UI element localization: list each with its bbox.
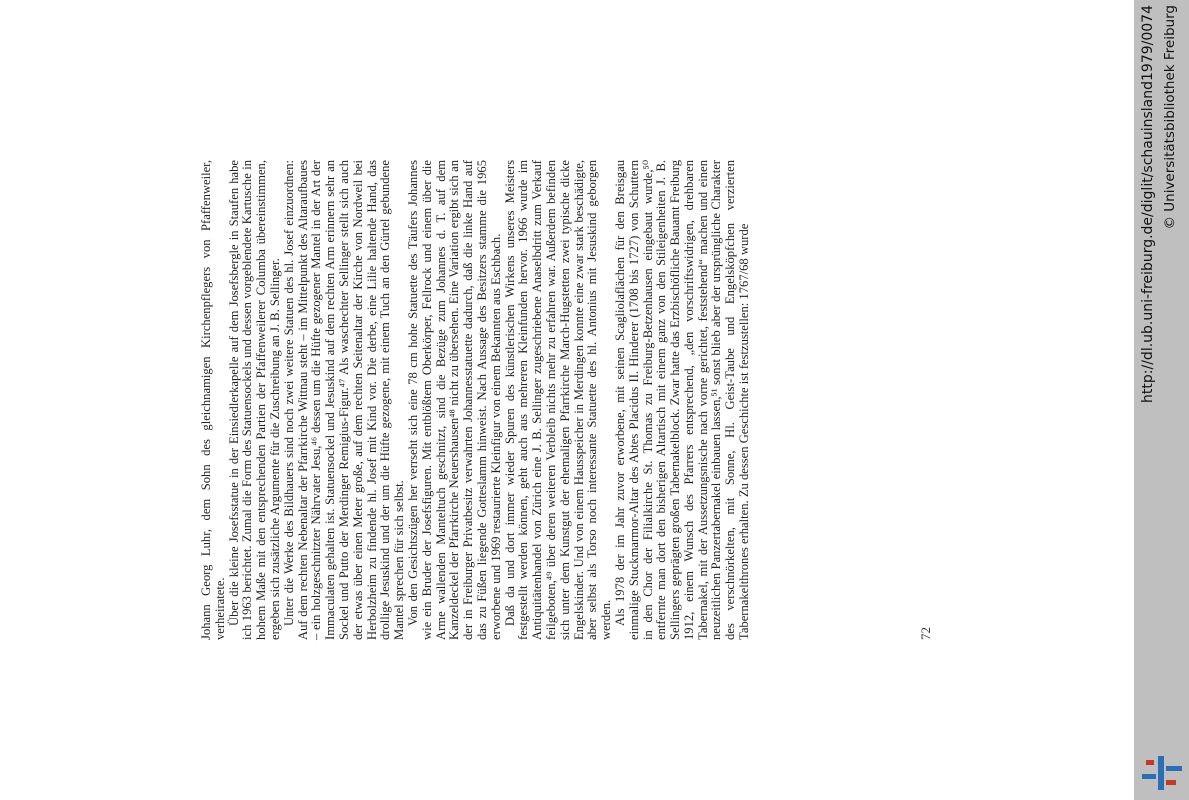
library-sidebar — [1134, 0, 1189, 800]
paragraph-5: Daß da und dort immer wieder Spuren des künstlerischen Wirkens unseres Meisters festgestellt werden können, geht auch aus mehreren Kleinfunden hervor. 1966 wurde im Antiquitätenhandel von Zürich eine J. B. Sellinger zugeschriebene Anaselbdritt zum Verkauf feilgeboten,⁴⁹ über deren weiteren Verbleib nichts mehr zu erfahren war. Außerdem befinden sich unter dem Kunstgut der ehemaligen Pfarrkirche March-Hugstetten zwei typische dicke Engelskinder. Und von einem Hausspeicher in Merdingen konnte eine zwar stark beschädigte, aber selbst als Torso noch interessante Statuette des hl. Antonius mit Jesuskind geborgen werden. — [502, 160, 614, 640]
paragraph-3: Unter die Werke des Bildhauers sind noch zwei weitere Statuen des hl. Josef einzuordnen: Auf dem rechten Nebenaltar der Pfarrkirche Wittnau steht – im Mittelpunkt des Altaraufbaues – ein holzgeschnitzter Nährvater Jesu,⁴⁶ dessen um die Hüfte gezogener Mantel in der Art der Immaculaten gehalten ist. Statuensockel und Jesuskind auf dem rechten Arm erinnern sehr an Sockel und Putto der Merdinger Remigius-Figur.⁴⁷ Als waschechter Sellinger stellt sich auch der etwas über einen Meter große, auf dem rechten Seitenaltar der Kirche von Nordweil bei Herbolzheim zu findende hl. Josef mit Kind vor. Die derbe, eine Lilie haltende Hand, das drollige Jesuskind und der um die Hüfte gezogene, mit einem Tuch an den Gürtel gebundene Mantel sprechen für sich selbst. — [281, 160, 407, 640]
source-url-link[interactable]: http://dl.ub.uni-freiburg.de/diglit/schauinsland1979/0074 — [1140, 5, 1156, 403]
paragraph-1: Johann Georg Luhr, dem Sohn des gleichnamigen Kirchenpflegers von Pfaffenweiler, verheiratete. — [199, 160, 227, 640]
body-text — [200, 160, 752, 640]
paragraph-6: Als 1978 der im Jahr zuvor erworbene, mit seinen Scagliolaflächen für den Breisgau einmalige Stuckmarmor-Altar des Abtes Placidus II. Hinderer (1708 bis 1727) von Schuttern in den Chor der Filialkirche St. Thomas zu Freiburg-Betzenhausen eingebaut wurde,⁵⁰ entfernte man dort den bisherigen Altartisch mit einem ganz von den Stileigenheiten J. B. Sellingers geprägten großen Tabernakelblock. Zwar hatte das Erzbischöfliche Bauamt Freiburg 1912, einem Wunsch des Pfarrers entsprechend, „den vorschriftswidrigen, drehbaren Tabernakel, mit der Aussetzungsnische nach vorne gerichtet, feststehend“ machen und einen neuzeitlichen Panzertabernakel einbauen lassen,⁵¹ sonst blieb aber der ursprüngliche Charakter des verschnörkelten, mit Sonne, Hl. Geist-Taube und Engelsköpfchen verzierten Tabernakelthrones erhalten. Zu dessen Geschichte ist festzustellen: 1767/68 wurde — [612, 160, 752, 640]
copyright-notice: © Universitätsbibliothek Freiburg — [1162, 5, 1178, 230]
page-number: 72 — [918, 627, 933, 640]
paragraph-4: Von den Gesichtszügen her verrseht sich eine 78 cm hohe Statuette des Täufers Johannes wie ein Bruder der Josefsfiguren. Mit entblößtem Oberkörper, Fellrock und einem über die Arme wallenden Manteltuch geschnitzt, sind die Bezüge zum Johannes d. T. auf dem Kanzeldeckel der Pfarrkirche Neuershausen⁴⁸ nicht zu übersehen. Eine Variation ergibt sich an der in Freiburger Privatbesitz verwahrten Johannesstatuette dadurch, daß die linke Hand auf das zu Füßen liegende Gotteslamm hinweist. Nach Aussage des Besitzers stamme die 1965 erworbene und 1969 restaurierte Kleinfigur von einem Bekannten aus Eschbach. — [405, 160, 503, 640]
university-library-logo-icon — [1140, 752, 1184, 792]
paragraph-2: Über die kleine Josefsstatue in der Einsiedlerkapelle auf dem Josefsbergle in Staufen habe ich 1963 berichtet. Zumal die Form des Statuensockels und dessen vorgeblendete Kartusche in hohem Maße mit den entsprechenden Partien der Pfaffenweilerer Columba übereinstimmen, ergeben sich zusätzliche Argumente für die Zuschreibung an J. B. Sellinger. — [226, 160, 282, 640]
